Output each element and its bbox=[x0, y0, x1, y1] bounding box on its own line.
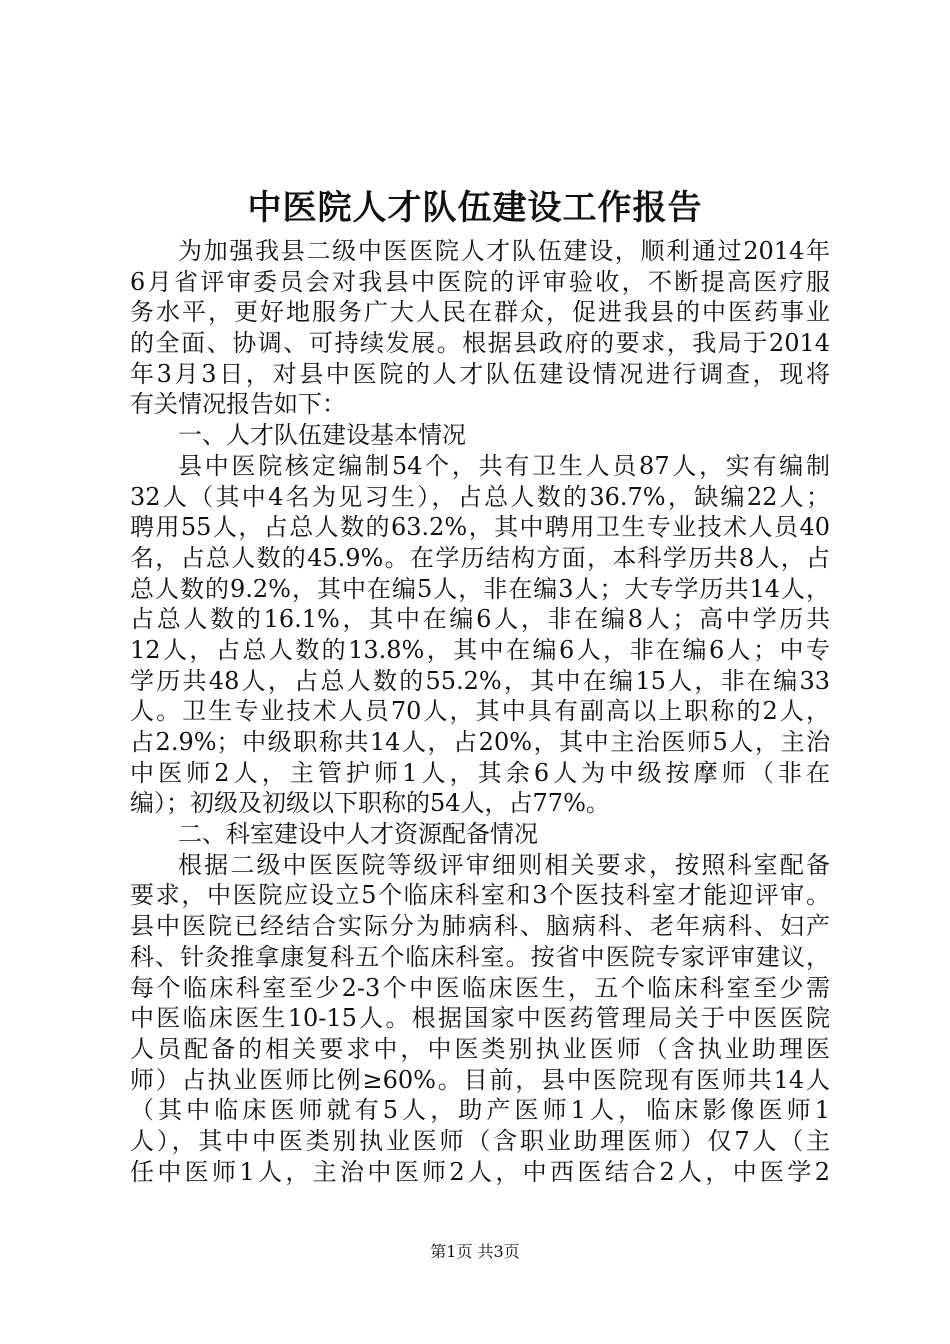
document-body bbox=[130, 236, 830, 1187]
paragraph-line: 占总人数的16.1%，其中在编6人，非在编8人；高中学历共 bbox=[130, 605, 830, 634]
paragraph-line: 中医师2人，主管护师1人，其余6人为中级按摩师（非在 bbox=[130, 758, 830, 787]
paragraph-line: 县中医院核定编制54个，共有卫生人员87人，实有编制 bbox=[178, 451, 830, 480]
paragraph-line: 为加强我县二级中医医院人才队伍建设，顺利通过2014年 bbox=[178, 237, 830, 265]
paragraph-line: 有关情况报告如下： bbox=[130, 390, 346, 419]
page-footer: 第1页 共3页 bbox=[430, 1242, 520, 1261]
paragraph-line: 聘用55人，占总人数的63.2%，其中聘用卫生专业技术人员40 bbox=[130, 513, 830, 542]
paragraph-line: 人。卫生专业技术人员70人，其中具有副高以上职称的2人， bbox=[130, 697, 830, 726]
paragraph-line: 编）；初级及初级以下职称的54人，占77%。 bbox=[130, 789, 610, 818]
paragraph-line: 根据二级中医医院等级评审细则相关要求，按照科室配备 bbox=[178, 850, 830, 879]
paragraph-line: 学历共48人，占总人数的55.2%，其中在编15人，非在编33 bbox=[130, 666, 830, 695]
paragraph-line: 年3月3日，对县中医院的人才队伍建设情况进行调查，现将 bbox=[130, 359, 830, 388]
paragraph-line: 人），其中中医类别执业医师（含职业助理医师）仅7人（主 bbox=[130, 1126, 830, 1155]
paragraph-line: 6月省评审委员会对我县中医院的评审验收，不断提高医疗服 bbox=[130, 267, 830, 296]
paragraph-line: 要求，中医院应设立5个临床科室和3个医技科室才能迎评审。 bbox=[130, 881, 830, 910]
paragraph-line: 占2.9%；中级职称共14人，占20%，其中主治医师5人，主治 bbox=[130, 728, 830, 756]
section-heading-2: 二、科室建设中人才资源配备情况 bbox=[178, 820, 538, 849]
paragraph-line: 每个临床科室至少2-3个中医临床医生，五个临床科室至少需 bbox=[130, 973, 830, 1002]
paragraph-line: 人员配备的相关要求中，中医类别执业医师（含执业助理医 bbox=[130, 1034, 830, 1063]
paragraph-line: 中医临床医生10-15人。根据国家中医药管理局关于中医医院 bbox=[130, 1004, 830, 1033]
paragraph-line: 名，占总人数的45.9%。在学历结构方面，本科学历共8人，占 bbox=[130, 543, 830, 572]
paragraph-line: 总人数的9.2%，其中在编5人，非在编3人；大专学历共14人， bbox=[130, 574, 830, 603]
paragraph-line: 师）占执业医师比例≥60%。目前，县中医院现有医师共14人 bbox=[130, 1065, 830, 1094]
paragraph-line: 务水平，更好地服务广大人民在群众，促进我县的中医药事业 bbox=[130, 298, 830, 327]
section-heading-1: 一、人才队伍建设基本情况 bbox=[178, 421, 466, 450]
paragraph-line: 县中医院已经结合实际分为肺病科、脑病科、老年病科、妇产 bbox=[130, 912, 830, 941]
paragraph-line: 的全面、协调、可持续发展。根据县政府的要求，我局于2014 bbox=[130, 329, 830, 358]
paragraph-line: 科、针灸推拿康复科五个临床科室。按省中医院专家评审建议， bbox=[130, 942, 830, 971]
paragraph-line: （其中临床医师就有5人，助产医师1人，临床影像医师1 bbox=[130, 1096, 830, 1125]
paragraph-line: 12人，占总人数的13.8%，其中在编6人，非在编6人；中专 bbox=[130, 635, 830, 664]
paragraph-line: 32人（其中4名为见习生），占总人数的36.7%，缺编22人； bbox=[130, 482, 830, 511]
document-title: 中医院人才队伍建设工作报告 bbox=[247, 188, 703, 228]
paragraph-line: 任中医师1人，主治中医师2人，中西医结合2人，中医学2 bbox=[130, 1157, 830, 1186]
